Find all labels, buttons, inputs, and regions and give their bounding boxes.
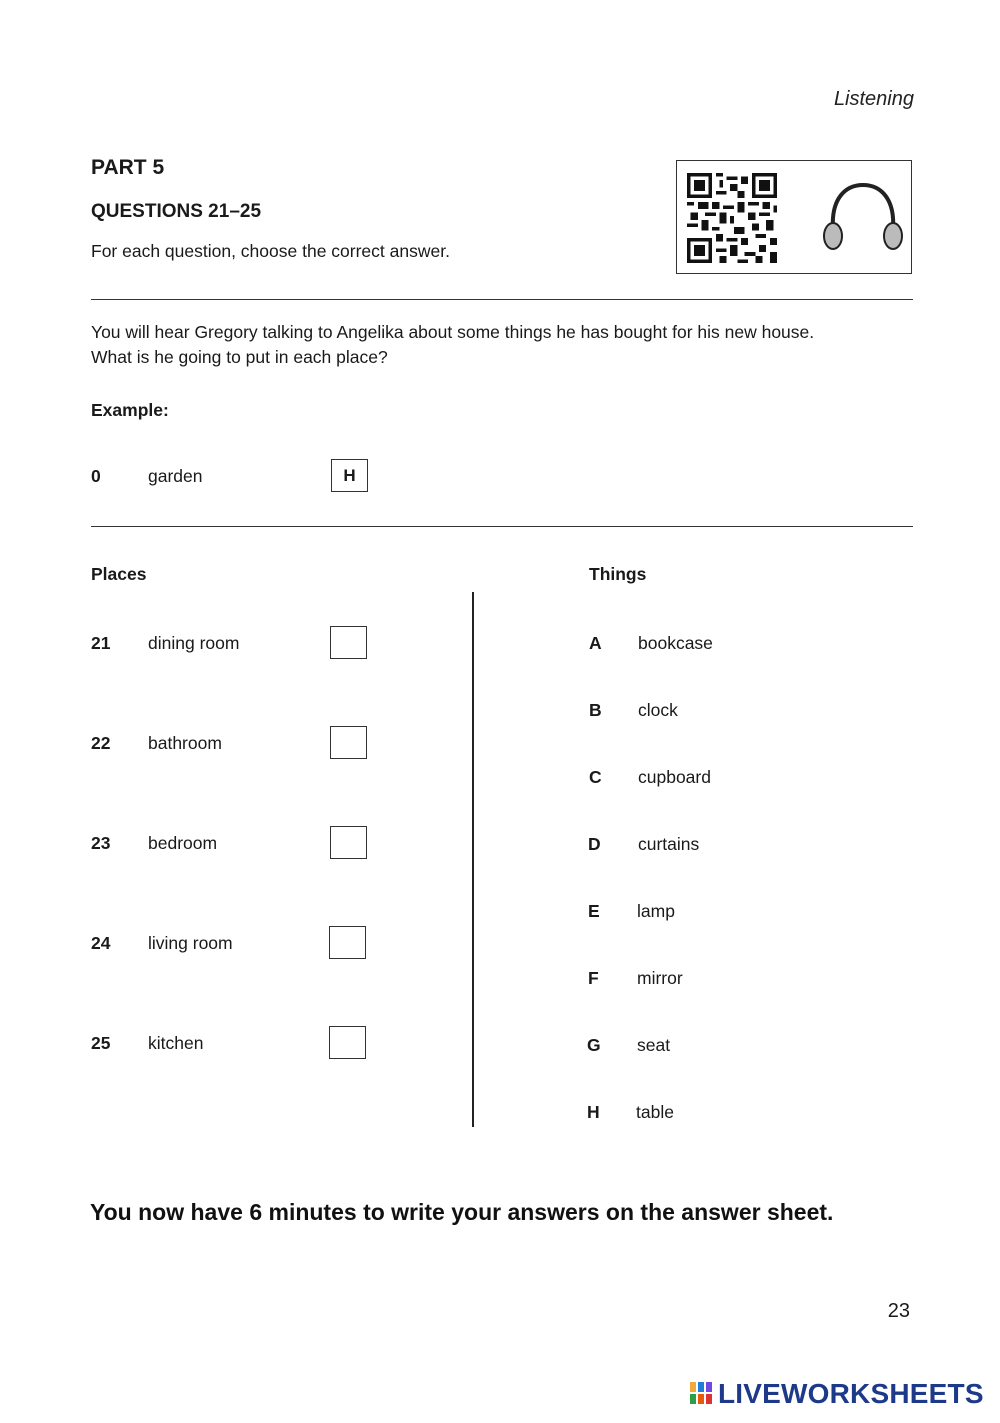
places-heading: Places (91, 564, 147, 584)
option-thing: curtains (638, 834, 700, 854)
option-thing: seat (637, 1035, 671, 1055)
time-instruction: You now have 6 minutes to write your answers on the answer sheet. (90, 1199, 834, 1225)
intro-line: What is he going to put in each place? (91, 346, 388, 367)
question-number: 22 (91, 733, 111, 753)
option-thing: mirror (637, 968, 683, 988)
things-heading: Things (589, 564, 647, 584)
questions-title: QUESTIONS 21–25 (91, 201, 262, 222)
answer-box-25[interactable] (329, 1026, 366, 1059)
option-letter: B (589, 700, 602, 720)
divider-rule (91, 526, 913, 527)
option-letter: G (587, 1035, 601, 1055)
option-thing: cupboard (638, 767, 711, 787)
page-number: 23 (887, 1300, 910, 1322)
divider-rule (91, 299, 913, 300)
question-number: 23 (91, 833, 111, 853)
question-place: living room (148, 933, 233, 953)
answer-box-23[interactable] (330, 826, 367, 859)
question-place: kitchen (148, 1033, 204, 1053)
intro-line: You will hear Gregory talking to Angelika about some things he has bought for his new house. (91, 322, 815, 342)
answer-box-24[interactable] (329, 926, 366, 959)
option-letter: H (587, 1102, 600, 1122)
question-place: bedroom (148, 833, 218, 853)
option-thing: lamp (637, 901, 675, 921)
example-label: Example: (91, 400, 169, 420)
question-number: 24 (91, 933, 111, 953)
example-number: 0 (91, 466, 101, 486)
brand-name: LIVEWORKSHEETS (718, 1378, 984, 1409)
headphones-icon (821, 181, 905, 253)
example-answer-box: H (331, 459, 368, 492)
liveworksheets-logo-icon (690, 1380, 716, 1406)
option-letter: F (588, 968, 599, 988)
option-letter: C (589, 767, 602, 787)
section-label: Listening (833, 88, 914, 110)
intro-text (91, 320, 911, 369)
liveworksheets-brand[interactable] (690, 1378, 984, 1410)
option-thing: table (636, 1102, 674, 1122)
option-thing: clock (638, 700, 678, 720)
answer-box-21[interactable] (330, 626, 367, 659)
option-letter: E (588, 901, 600, 921)
option-letter: D (588, 834, 601, 854)
media-box (676, 160, 912, 274)
question-number: 25 (91, 1033, 111, 1053)
option-thing: bookcase (638, 633, 713, 653)
part-title: PART 5 (91, 156, 165, 179)
question-place: bathroom (148, 733, 222, 753)
example-place: garden (148, 466, 203, 486)
answer-box-22[interactable] (330, 726, 367, 759)
column-divider (472, 592, 474, 1127)
option-letter: A (589, 633, 602, 653)
qr-code-icon (687, 173, 777, 263)
question-place: dining room (148, 633, 240, 653)
instruction-text: For each question, choose the correct answer. (91, 241, 450, 261)
question-number: 21 (91, 633, 111, 653)
